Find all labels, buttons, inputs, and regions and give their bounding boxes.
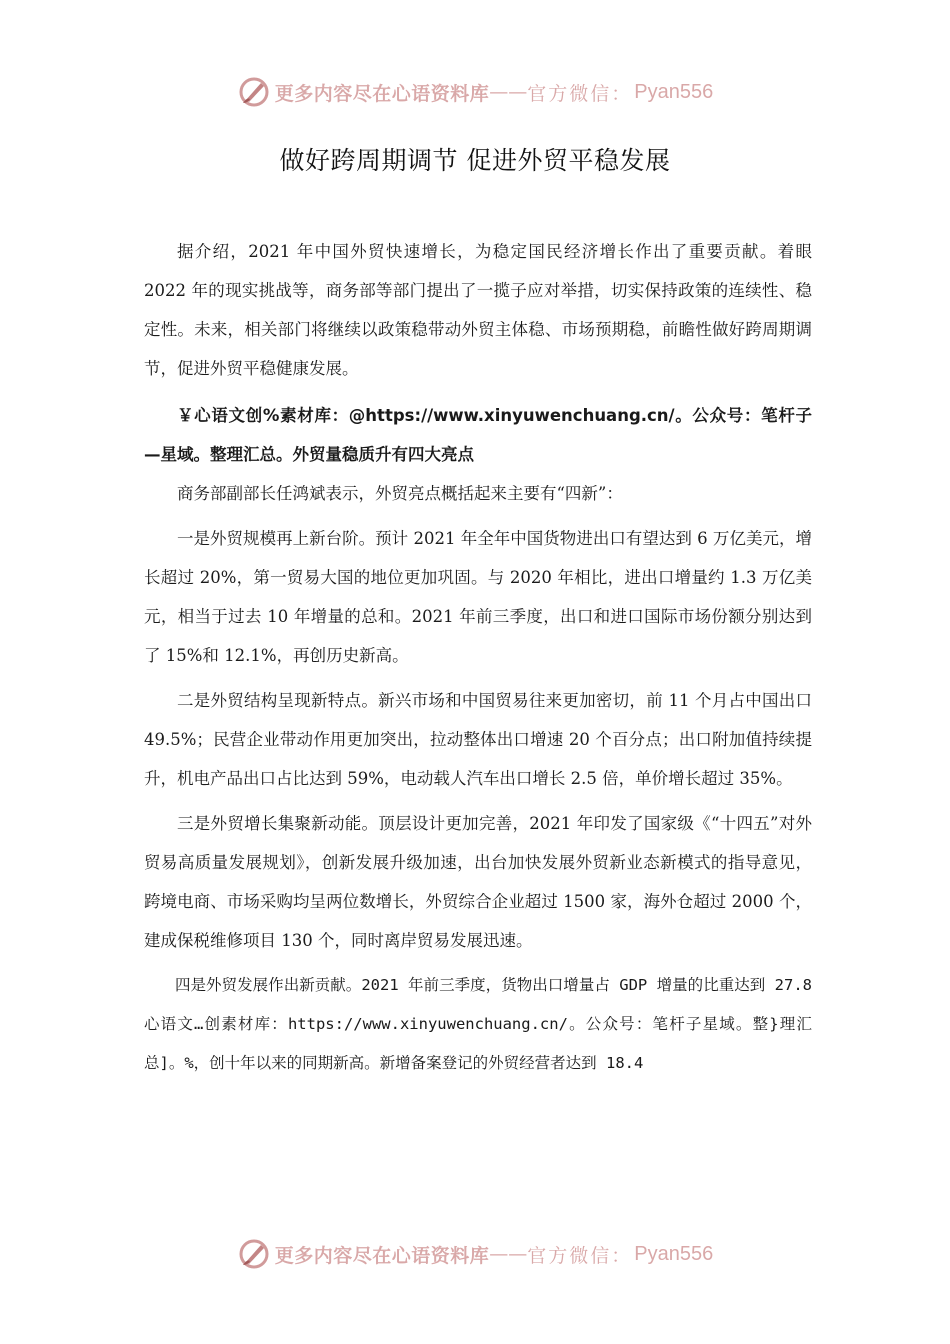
pen-brush-logo-icon bbox=[237, 75, 271, 109]
banner-wechat-id: Pyan556 bbox=[634, 1242, 714, 1265]
banner-text: 更多内容尽在心语资料库 bbox=[274, 1244, 490, 1267]
banner-wechat-label: 官方微信： bbox=[527, 1244, 633, 1267]
paragraph-intro: 据介绍，2021 年中国外贸快速增长，为稳定国民经济增长作出了重要贡献。着眼 2022 年的现实挑战等，商务部等部门提出了一揽子应对举措，切实保持政策的连续性、稳定性。未来，相关部门将继续以政策稳带动外贸主体稳、市场预期稳，前瞻性做好跨周期调节，促进外贸平稳健康发展。 bbox=[144, 242, 812, 378]
paragraph-point-four: 四是外贸发展作出新贡献。2021 年前三季度，货物出口增量占 GDP 增量的比重达到 27.8心语文…创素材库：https://www.xinyuwenchuang.cn/。公众号：笔杆子星域。整}理汇总]。%，创十年以来的同期新高。新增备案登记的外贸经营者达到 18.4 bbox=[144, 976, 812, 1072]
paragraph-point-two: 二是外贸结构呈现新特点。新兴市场和中国贸易往来更加密切，前 11 个月占中国出口 49.5%；民营企业带动作用更加突出，拉动整体出口增速 20 个百分点；出口附加值持续提升，机电产品出口占比达到 59%，电动载人汽车出口增长 2.5 倍，单价增长超过 35%。 bbox=[144, 691, 812, 788]
banner-wechat-label: 官方微信： bbox=[527, 82, 633, 105]
banner-separator: —— bbox=[489, 1243, 528, 1265]
document-title: 做好跨周期调节 促进外贸平稳发展 bbox=[279, 146, 671, 175]
paragraph-point-one: 一是外贸规模再上新台阶。预计 2021 年全年中国货物进出口有望达到 6 万亿美元，增长超过 20%，第一贸易大国的地位更加巩固。与 2020 年相比，进出口增量约 1.3 万亿美元，相当于过去 10 年增量的总和。2021 年前三季度，出口和进口国际市场份额分别达到了 15%和 12.1%，再创历史新高。 bbox=[144, 529, 812, 665]
banner-wechat-id: Pyan556 bbox=[634, 80, 714, 103]
pen-brush-logo-icon bbox=[237, 1237, 271, 1271]
paragraph-point-three: 三是外贸增长集聚新动能。顶层设计更加完善，2021 年印发了国家级《“十四五”对外贸易高质量发展规划》，创新发展升级加速，出台加快发展外贸新业态新模式的指导意见，跨境电商、市场采购均呈两位数增长，外贸综合企业超过 1500 家，海外仓超过 2000 个，建成保税维修项目 130 个，同时离岸贸易发展迅速。 bbox=[144, 814, 812, 950]
paragraph-summary: 商务部副部长任鸿斌表示，外贸亮点概括起来主要有“四新”： bbox=[177, 484, 623, 503]
header-watermark-banner bbox=[0, 74, 950, 110]
banner-text: 更多内容尽在心语资料库 bbox=[274, 82, 490, 105]
banner-separator: —— bbox=[489, 81, 528, 103]
document-body bbox=[144, 232, 812, 1083]
footer-watermark-banner bbox=[0, 1236, 950, 1272]
paragraph-subheading: ￥心语文创%素材库：@https://www.xinyuwenchuang.cn/。公众号：笔杆子—星域。整理汇总。外贸量稳质升有四大亮点 bbox=[144, 406, 812, 464]
